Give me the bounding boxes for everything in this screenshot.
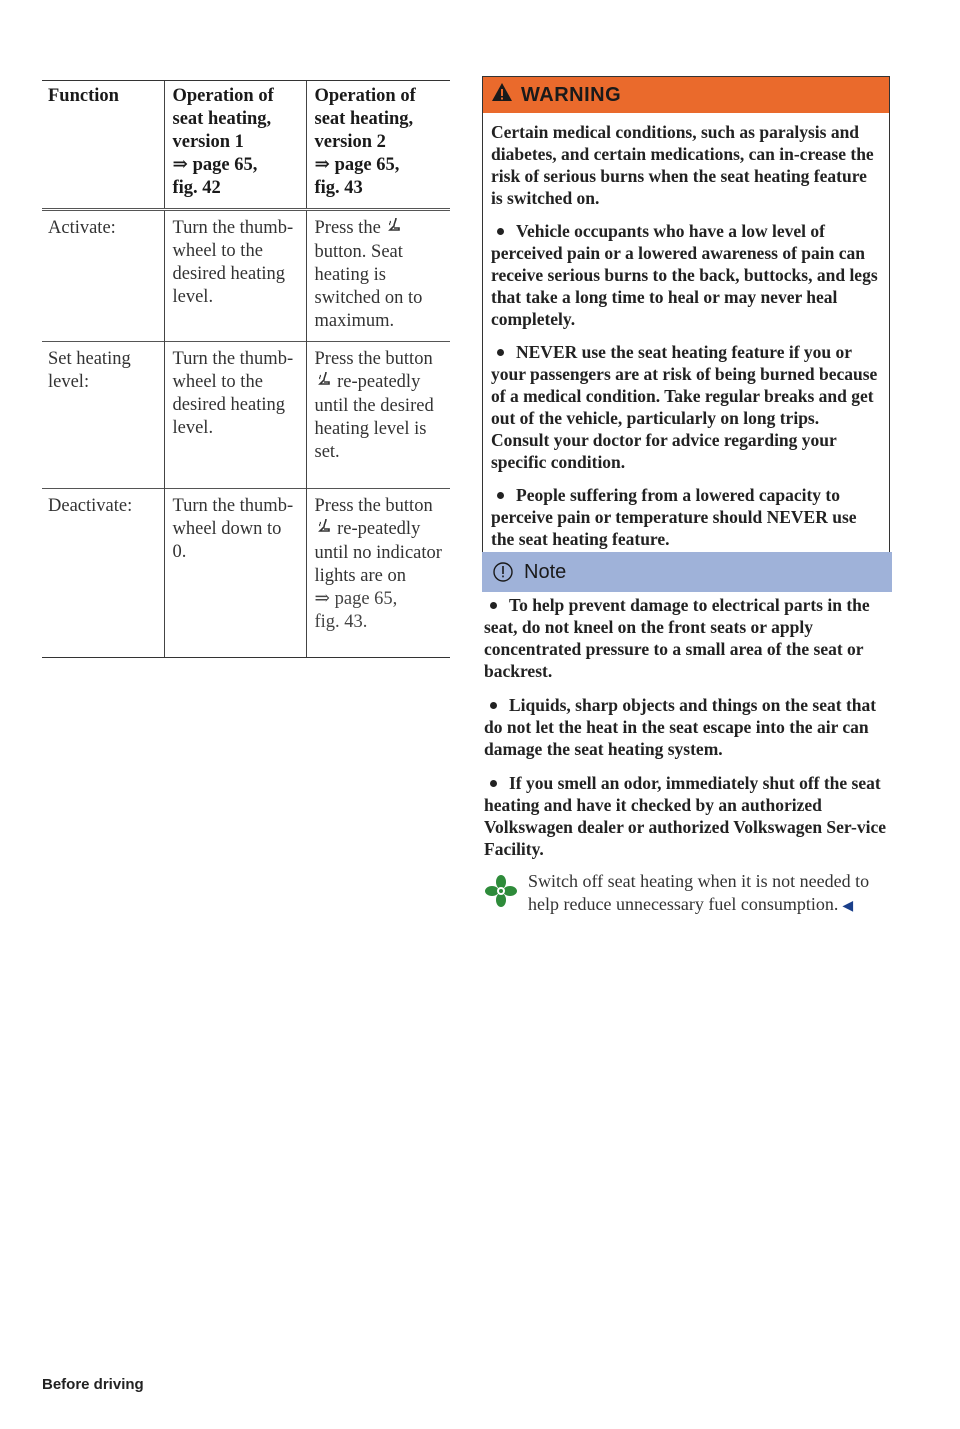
deactivate-fig-ref[interactable]: fig. 43. — [314, 612, 368, 632]
warning-title: WARNING — [521, 83, 622, 106]
note-title: Note — [524, 560, 567, 583]
cell-v2-deactivate: Press the button re-peatedly until no indicator lights are on ⇒ page 65, fig. 43. — [306, 489, 450, 658]
warning-triangle-icon — [491, 82, 521, 108]
header-version-1-fig-ref[interactable]: fig. 42 — [172, 178, 221, 198]
seat-heating-icon — [317, 518, 331, 542]
cell-function-set-level: Set heating level: — [42, 342, 164, 489]
environment-note — [484, 870, 888, 918]
bullet-icon — [497, 228, 504, 235]
bullet-icon — [497, 492, 504, 499]
header-version-1-page-ref[interactable]: ⇒ page 65, — [172, 155, 258, 175]
seat-heating-icon — [387, 217, 401, 241]
warning-bullet: Vehicle occupants who have a low level of perceived pain or a lowered awareness of pain can receive serious burns to the back, buttocks, and legs that take a long time to heal or may never heal completely. — [491, 221, 878, 329]
environment-leaf-icon — [484, 874, 518, 914]
page-footer-section: Before driving — [42, 1376, 144, 1393]
warning-intro: Certain medical conditions, such as paralysis and diabetes, and certain medications, can in-crease the risk of serious burns when the seat heating feature is switched on. — [491, 122, 874, 208]
header-version-2-page-ref[interactable]: ⇒ page 65, — [314, 155, 400, 175]
note-bullet: Liquids, sharp objects and things on the seat that do not let the heat in the seat escape into the air can damage the seat heating system. — [484, 695, 877, 759]
header-function: Function — [42, 81, 164, 210]
header-version-2-fig-ref[interactable]: fig. 43 — [314, 178, 363, 198]
header-version-2: Operation of seat heating, version 2 ⇒ page 65, fig. 43 — [306, 81, 450, 210]
table-row-deactivate — [42, 489, 450, 658]
table-row-set-level — [42, 342, 450, 489]
note-body — [484, 594, 888, 872]
header-version-1: Operation of seat heating, version 1 ⇒ page 65, fig. 42 — [164, 81, 306, 210]
bullet-icon — [490, 602, 497, 609]
bullet-icon — [490, 702, 497, 709]
table-header-row — [42, 81, 450, 210]
note-bullet: If you smell an odor, immediately shut off the seat heating and have it checked by an authorized Volkswagen dealer or authorized Volkswagen Ser-vice Facility. — [484, 773, 887, 859]
warning-body — [483, 113, 889, 563]
end-of-section-icon: ◀ — [842, 899, 854, 914]
note-bullet: To help prevent damage to electrical parts in the seat, do not kneel on the front seats or apply concentrated pressure to a small area of the seat or backrest. — [484, 595, 870, 681]
warning-box — [482, 76, 890, 564]
bullet-icon — [497, 349, 504, 356]
cell-v1-set-level: Turn the thumb-wheel to the desired heating level. — [164, 342, 306, 489]
table-row-activate — [42, 210, 450, 342]
cell-v2-activate: Press the button. Seat heating is switched on to maximum. — [306, 210, 450, 342]
warning-header — [483, 77, 889, 113]
seat-heating-operation-table — [42, 80, 450, 658]
seat-heating-icon — [317, 371, 331, 395]
cell-v1-activate: Turn the thumb-wheel to the desired heating level. — [164, 210, 306, 342]
cell-v2-set-level: Press the button re-peatedly until the desired heating level is set. — [306, 342, 450, 489]
cell-function-activate: Activate: — [42, 210, 164, 342]
cell-function-deactivate: Deactivate: — [42, 489, 164, 658]
cell-v1-deactivate: Turn the thumb-wheel down to 0. — [164, 489, 306, 658]
bullet-icon — [490, 780, 497, 787]
warning-bullet: NEVER use the seat heating feature if you or your passengers are at risk of being burned because of a medical condition. Take regular breaks and get out of the vehicle, particularly on long trips. Consult your doctor for advice regarding your specific condition. — [491, 342, 878, 472]
deactivate-page-ref[interactable]: ⇒ page 65, — [314, 589, 398, 609]
info-circle-icon — [492, 561, 514, 583]
note-header — [482, 552, 892, 592]
environment-text: Switch off seat heating when it is not needed to help reduce unnecessary fuel consumption. — [528, 871, 870, 914]
warning-bullet: People suffering from a lowered capacity to perceive pain or temperature should NEVER use the seat heating feature. — [491, 485, 857, 549]
